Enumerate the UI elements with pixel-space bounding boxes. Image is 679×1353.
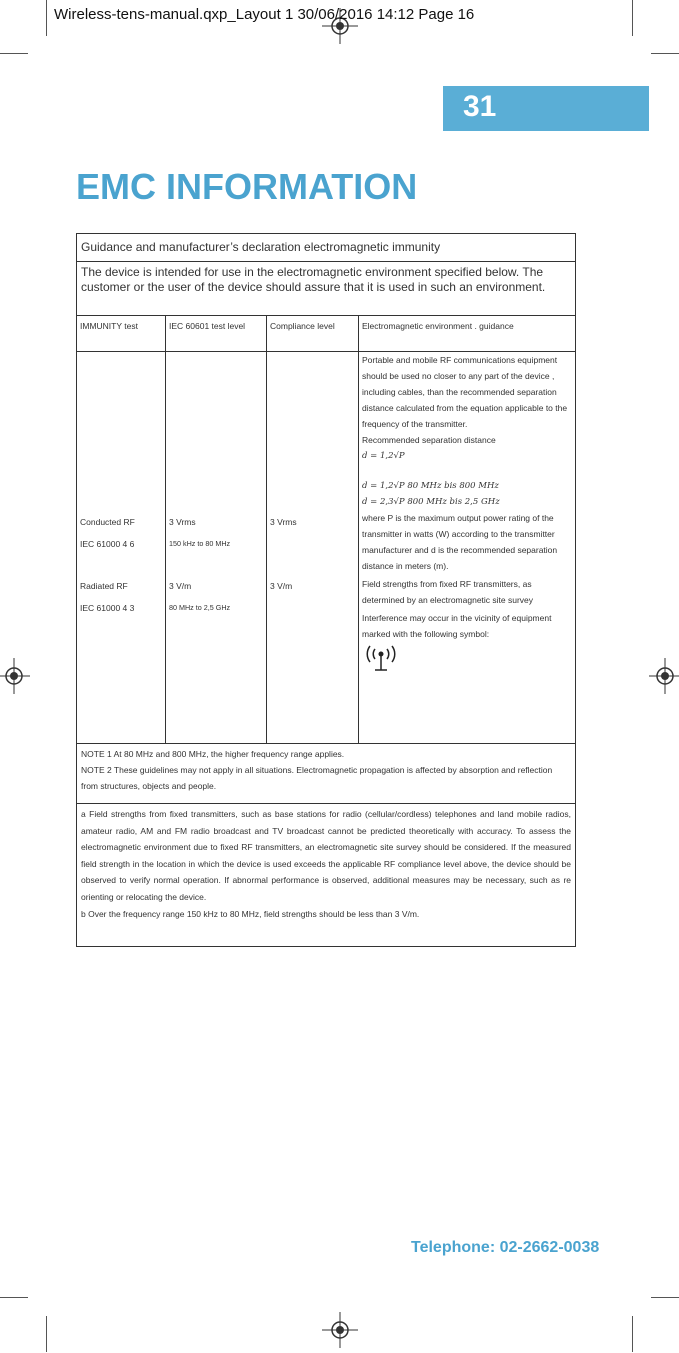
- crop-mark: [651, 1297, 679, 1298]
- telephone-number: Telephone: 02-2662-0038: [411, 1239, 600, 1256]
- crop-mark: [0, 53, 28, 54]
- crop-mark: [651, 53, 679, 54]
- radiated-test-range: 80 MHz to 2,5 GHz: [169, 603, 231, 612]
- crop-mark: [632, 1316, 633, 1352]
- column-header-guidance: Electromagnetic environment . guidance: [362, 321, 514, 331]
- crop-mark: [0, 1297, 28, 1298]
- print-slug: Wireless-tens-manual.qxp_Layout 1 30/06/2016 14:12 Page 16: [54, 6, 475, 23]
- conducted-test-range: 150 kHz to 80 MHz: [169, 539, 231, 548]
- footnote-b: b Over the frequency range 150 kHz to 80 MHz, field strengths should be less than 3 V/m.: [81, 908, 420, 919]
- registration-mark-icon: [649, 658, 679, 694]
- column-header-immunity: IMMUNITY test: [80, 321, 138, 331]
- registration-mark-icon: [0, 658, 30, 694]
- footnotes-section: [77, 804, 575, 944]
- guidance-column: [362, 352, 574, 679]
- footnote-a: a Field strengths from fixed transmitters, such as base stations for radio (cellular/cordless) telephones and land mobile radios, amateur radio, AM and FM radio broadcast and TV broadcast cannot be predicted theoretically with accuracy. To assess the electromagnetic environment due to fixed RF transmitters, an electromagnetic site survey should be considered. If the measured field strength in the location in which the device is used exceeds the applicable RF compliance level above, the device should be observed to verify normal operation. If abnormal performance is observed, additional measures may be necessary, such as re orienting or relocating the device.: [81, 809, 571, 902]
- table-body: [77, 352, 575, 744]
- formula-3: d = 2,3√P 800 MHz bis 2,5 GHz: [362, 497, 500, 507]
- radiated-test-level: 3 V/m: [169, 581, 192, 591]
- page-number-tab: [443, 86, 649, 131]
- emc-table: [76, 233, 576, 947]
- table-heading: Guidance and manufacturer’s declaration electromagnetic immunity: [77, 234, 575, 262]
- table-intro: The device is intended for use in the electromagnetic environment specified below. The customer or the user of the device should assure that it is used in such an environment.: [77, 262, 575, 316]
- column-header-test-level: IEC 60601 test level: [169, 321, 246, 331]
- radiated-compliance-level: 3 V/m: [270, 581, 293, 591]
- guidance-interference: Interference may occur in the vicinity of equipment marked with the following symbol:: [362, 613, 552, 639]
- conducted-test-level: 3 Vrms: [169, 517, 196, 527]
- crop-mark: [46, 1316, 47, 1352]
- formula-1: d = 1,2√P: [362, 451, 405, 461]
- notes-section: [77, 744, 575, 804]
- page-number: 31: [463, 90, 497, 123]
- column-header-row: [77, 316, 575, 352]
- guidance-separation-label: Recommended separation distance: [362, 435, 496, 445]
- column-header-compliance: Compliance level: [270, 321, 335, 331]
- radiated-rf-label: Radiated RF: [80, 581, 128, 591]
- conducted-rf-standard: IEC 61000 4 6: [80, 539, 135, 549]
- guidance-paragraph: Portable and mobile RF communications equipment should be used no closer to any part of the device , including cables, than the recommended separation distance calculated from the equation applicable to the frequency of the transmitter.: [362, 355, 568, 429]
- guidance-power-note: where P is the maximum output power rating of the transmitter in watts (W) according to the transmitter manufacturer and d is the recommended separation distance in meters (m).: [362, 513, 558, 571]
- note-2: NOTE 2 These guidelines may not apply in all situations. Electromagnetic propagation is affected by absorption and reflection from structures, objects and people.: [81, 765, 553, 791]
- registration-mark-icon: [322, 1312, 358, 1348]
- crop-mark: [632, 0, 633, 36]
- formula-2: d = 1,2√P 80 MHz bis 800 MHz: [362, 481, 499, 491]
- radiated-rf-standard: IEC 61000 4 3: [80, 603, 135, 613]
- note-1: NOTE 1 At 80 MHz and 800 MHz, the higher frequency range applies.: [81, 749, 345, 759]
- non-ionizing-radiation-icon: [362, 644, 574, 679]
- page-title: EMC INFORMATION: [76, 166, 418, 207]
- guidance-field-strength: Field strengths from fixed RF transmitters, as determined by an electromagnetic site survey: [362, 579, 534, 605]
- conducted-rf-label: Conducted RF: [80, 517, 135, 527]
- conducted-compliance-level: 3 Vrms: [270, 517, 297, 527]
- crop-mark: [46, 0, 47, 36]
